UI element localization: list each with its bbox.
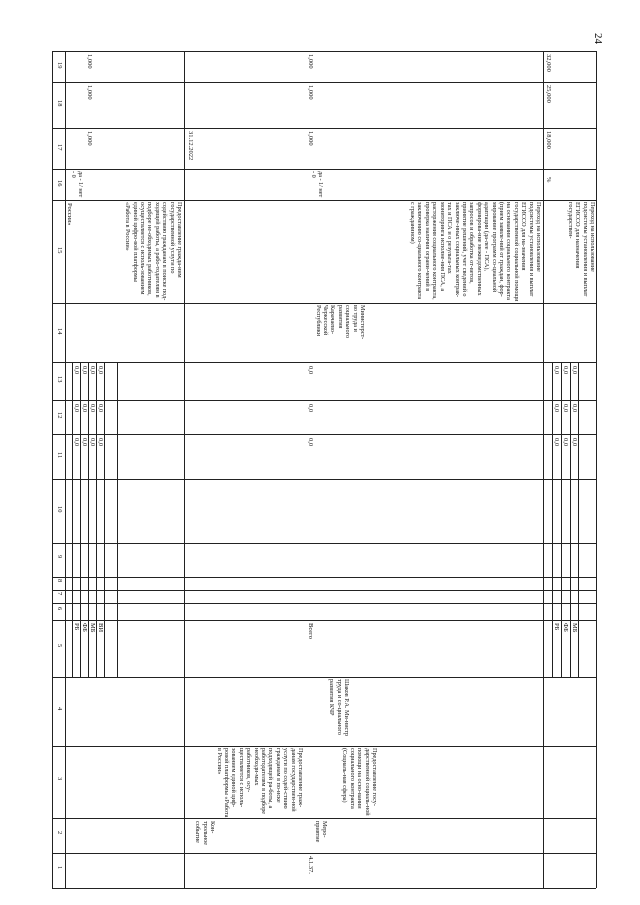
value-col13: 0,0 <box>561 366 569 375</box>
table-border-bottom <box>52 888 596 889</box>
event-indicator-1-2022: 1,000 <box>307 131 314 146</box>
column-rule <box>52 818 596 819</box>
control-event-date: 31.12.2022 <box>187 131 194 161</box>
value-col11: 0,0 <box>72 438 80 447</box>
budget-source-label: МБ <box>88 623 96 633</box>
header-col-19: 19 <box>56 61 63 68</box>
value-col12: 0,0 <box>88 404 96 413</box>
column-rule <box>52 746 596 747</box>
column-rule <box>52 169 596 170</box>
event-indicator-2-2022: 18,000 <box>545 131 552 149</box>
column-rule <box>52 303 596 304</box>
budget-source-label: ФБ <box>561 623 569 632</box>
table-border-left <box>52 51 53 888</box>
event-total-col11: 0,0 <box>307 438 314 447</box>
column-rule <box>52 677 596 678</box>
block-rule <box>184 51 185 888</box>
value-col13: 0,0 <box>96 366 104 375</box>
column-rule <box>52 620 596 621</box>
value-col12: 0,0 <box>561 404 569 413</box>
table-rule <box>52 677 53 678</box>
header-col-16: 16 <box>56 179 63 186</box>
value-col11: 0,0 <box>561 438 569 447</box>
event-indicator-1-2024: 1,000 <box>307 54 314 69</box>
event-indicator-2: Переход на использование подсистемы установления и выплат ЕГИССО для назначения государствен- <box>566 202 596 297</box>
header-col-9: 9 <box>56 555 63 559</box>
header-col-1: 1 <box>56 865 63 869</box>
header-col-7: 7 <box>56 591 63 595</box>
text-col16: да - 1/ нет - 0 <box>69 171 84 198</box>
table-rule <box>543 362 544 363</box>
column-rule <box>52 362 596 363</box>
text-col15: Предоставление граждa-ним государственной услуги по содействию гражданам в поиске под-ходящей работы, а рабо-тодателям в подборе не-обходимых работников, осуществляется с исполь-зованием единой цифро-вой платформы «Работа в России» <box>124 202 183 301</box>
header-col-5: 5 <box>56 643 63 647</box>
value-col13: 0,0 <box>80 366 88 375</box>
header-col-3: 3 <box>56 777 63 781</box>
budget-source-label: РБ <box>552 623 560 631</box>
header-col-13: 13 <box>56 376 63 383</box>
value-col11: 0,0 <box>552 438 560 447</box>
value-col12: 0,0 <box>72 404 80 413</box>
value-col17: 1,000 <box>86 131 93 146</box>
column-rule <box>52 590 596 591</box>
event-indicator-2-2023: 25,000 <box>545 85 552 103</box>
column-rule <box>52 853 596 854</box>
budget-source-label: МБ <box>570 623 578 633</box>
event-description: Предоставление госу-дарственной социаль-ной помощи на осно-вании социального контракта (Социаль-ная сфера) <box>341 748 378 816</box>
column-rule <box>52 543 596 544</box>
header-col-15: 15 <box>56 246 63 253</box>
value-col18: 1,000 <box>86 85 93 100</box>
column-rule <box>52 400 596 401</box>
column-rule <box>52 479 596 480</box>
table-border-top <box>52 51 596 52</box>
event-indicator-1: Переход на использование подсистемы установления и выплат ЕГИССО для на-значения государственной социальной помощи на основании социального контракта (прием заявле-ний от граждан, фор-мирование программ со-циальной адаптации (да-лее - ПСА), формирова-ние межведомственных запросов и обработка от-ветов, принятие решений, учет сведений о заключе-нных социальных контрак-тах и ПСА и о результа-тах мониторинга исполне-ния ПСА, а расторжения социального контракта, проверка наличия ограни-чений в заключению со-циального контракта с гражданином) <box>409 202 542 302</box>
subrow-rule <box>117 362 118 677</box>
event-responsible: Шаков Р.А. Ми-нистр труда и со-циального развития КЧР <box>328 679 350 737</box>
value-col11: 0,0 <box>570 438 578 447</box>
event-indicator-2-2024: 32,000 <box>545 54 552 72</box>
header-col-12: 12 <box>56 412 63 419</box>
header-col-6: 6 <box>56 606 63 610</box>
header-col-18: 18 <box>56 100 63 107</box>
budget-source-label: ФБ <box>80 623 88 632</box>
event-indicator-1-unit: да - 1/ нет - 0 <box>309 171 324 198</box>
control-event-type: Кон-трольное событие <box>194 821 216 846</box>
event-indicator-1-2023: 1,000 <box>307 85 314 100</box>
budget-source-label: РБ <box>72 623 80 631</box>
event-executor: Министерст-во труда и социального развития Карачаево-Черкесской Республики <box>314 305 366 340</box>
event-indicator-2-unit: % <box>545 177 552 183</box>
value-col12: 0,0 <box>96 404 104 413</box>
value-col13: 0,0 <box>72 366 80 375</box>
header-col-17: 17 <box>56 143 63 150</box>
column-rule <box>52 577 596 578</box>
column-rule <box>52 603 596 604</box>
header-col-2: 2 <box>56 830 63 834</box>
header-col-14: 14 <box>56 327 63 334</box>
event-type: Меро-приятие <box>313 821 328 843</box>
value-col12: 0,0 <box>570 404 578 413</box>
control-event-description: Предоставление граж-данам государствен-ной услуги по содей-ствию гражданам в по-иске подходящей ра-боты, а работодателям в подборе необходи-мых работников, осу-ществляется с исполь-зованием единой циф-ровой платформы «Работа в России» <box>215 748 304 818</box>
column-rule <box>52 200 596 201</box>
value-col13: 0,0 <box>552 366 560 375</box>
value-col13: 0,0 <box>570 366 578 375</box>
value-col12: 0,0 <box>552 404 560 413</box>
page-number: 24 <box>592 33 604 44</box>
event-total-col12: 0,0 <box>307 404 314 413</box>
table-border-right <box>596 51 597 888</box>
column-rule <box>52 434 596 435</box>
header-col-8: 8 <box>56 578 63 582</box>
event-total-label: Всего <box>307 623 314 639</box>
subrow-rule <box>578 362 579 677</box>
header-col-4: 4 <box>56 706 63 710</box>
header-col-10: 10 <box>56 506 63 513</box>
header-col-11: 11 <box>56 451 63 458</box>
value-col11: 0,0 <box>80 438 88 447</box>
value-col12: 0,0 <box>80 404 88 413</box>
text-col15-top: Россия» <box>66 203 73 226</box>
value-col11: 0,0 <box>96 438 104 447</box>
event-total-col13: 0,0 <box>307 366 314 375</box>
event-number: 4.1.37. <box>307 856 314 874</box>
value-col19: 1,000 <box>86 54 93 69</box>
column-rule <box>52 82 596 83</box>
value-col13: 0,0 <box>88 366 96 375</box>
budget-source-label: ВИ <box>96 623 104 633</box>
value-col11: 0,0 <box>88 438 96 447</box>
subrow-rule <box>104 362 105 677</box>
column-rule <box>52 128 596 129</box>
